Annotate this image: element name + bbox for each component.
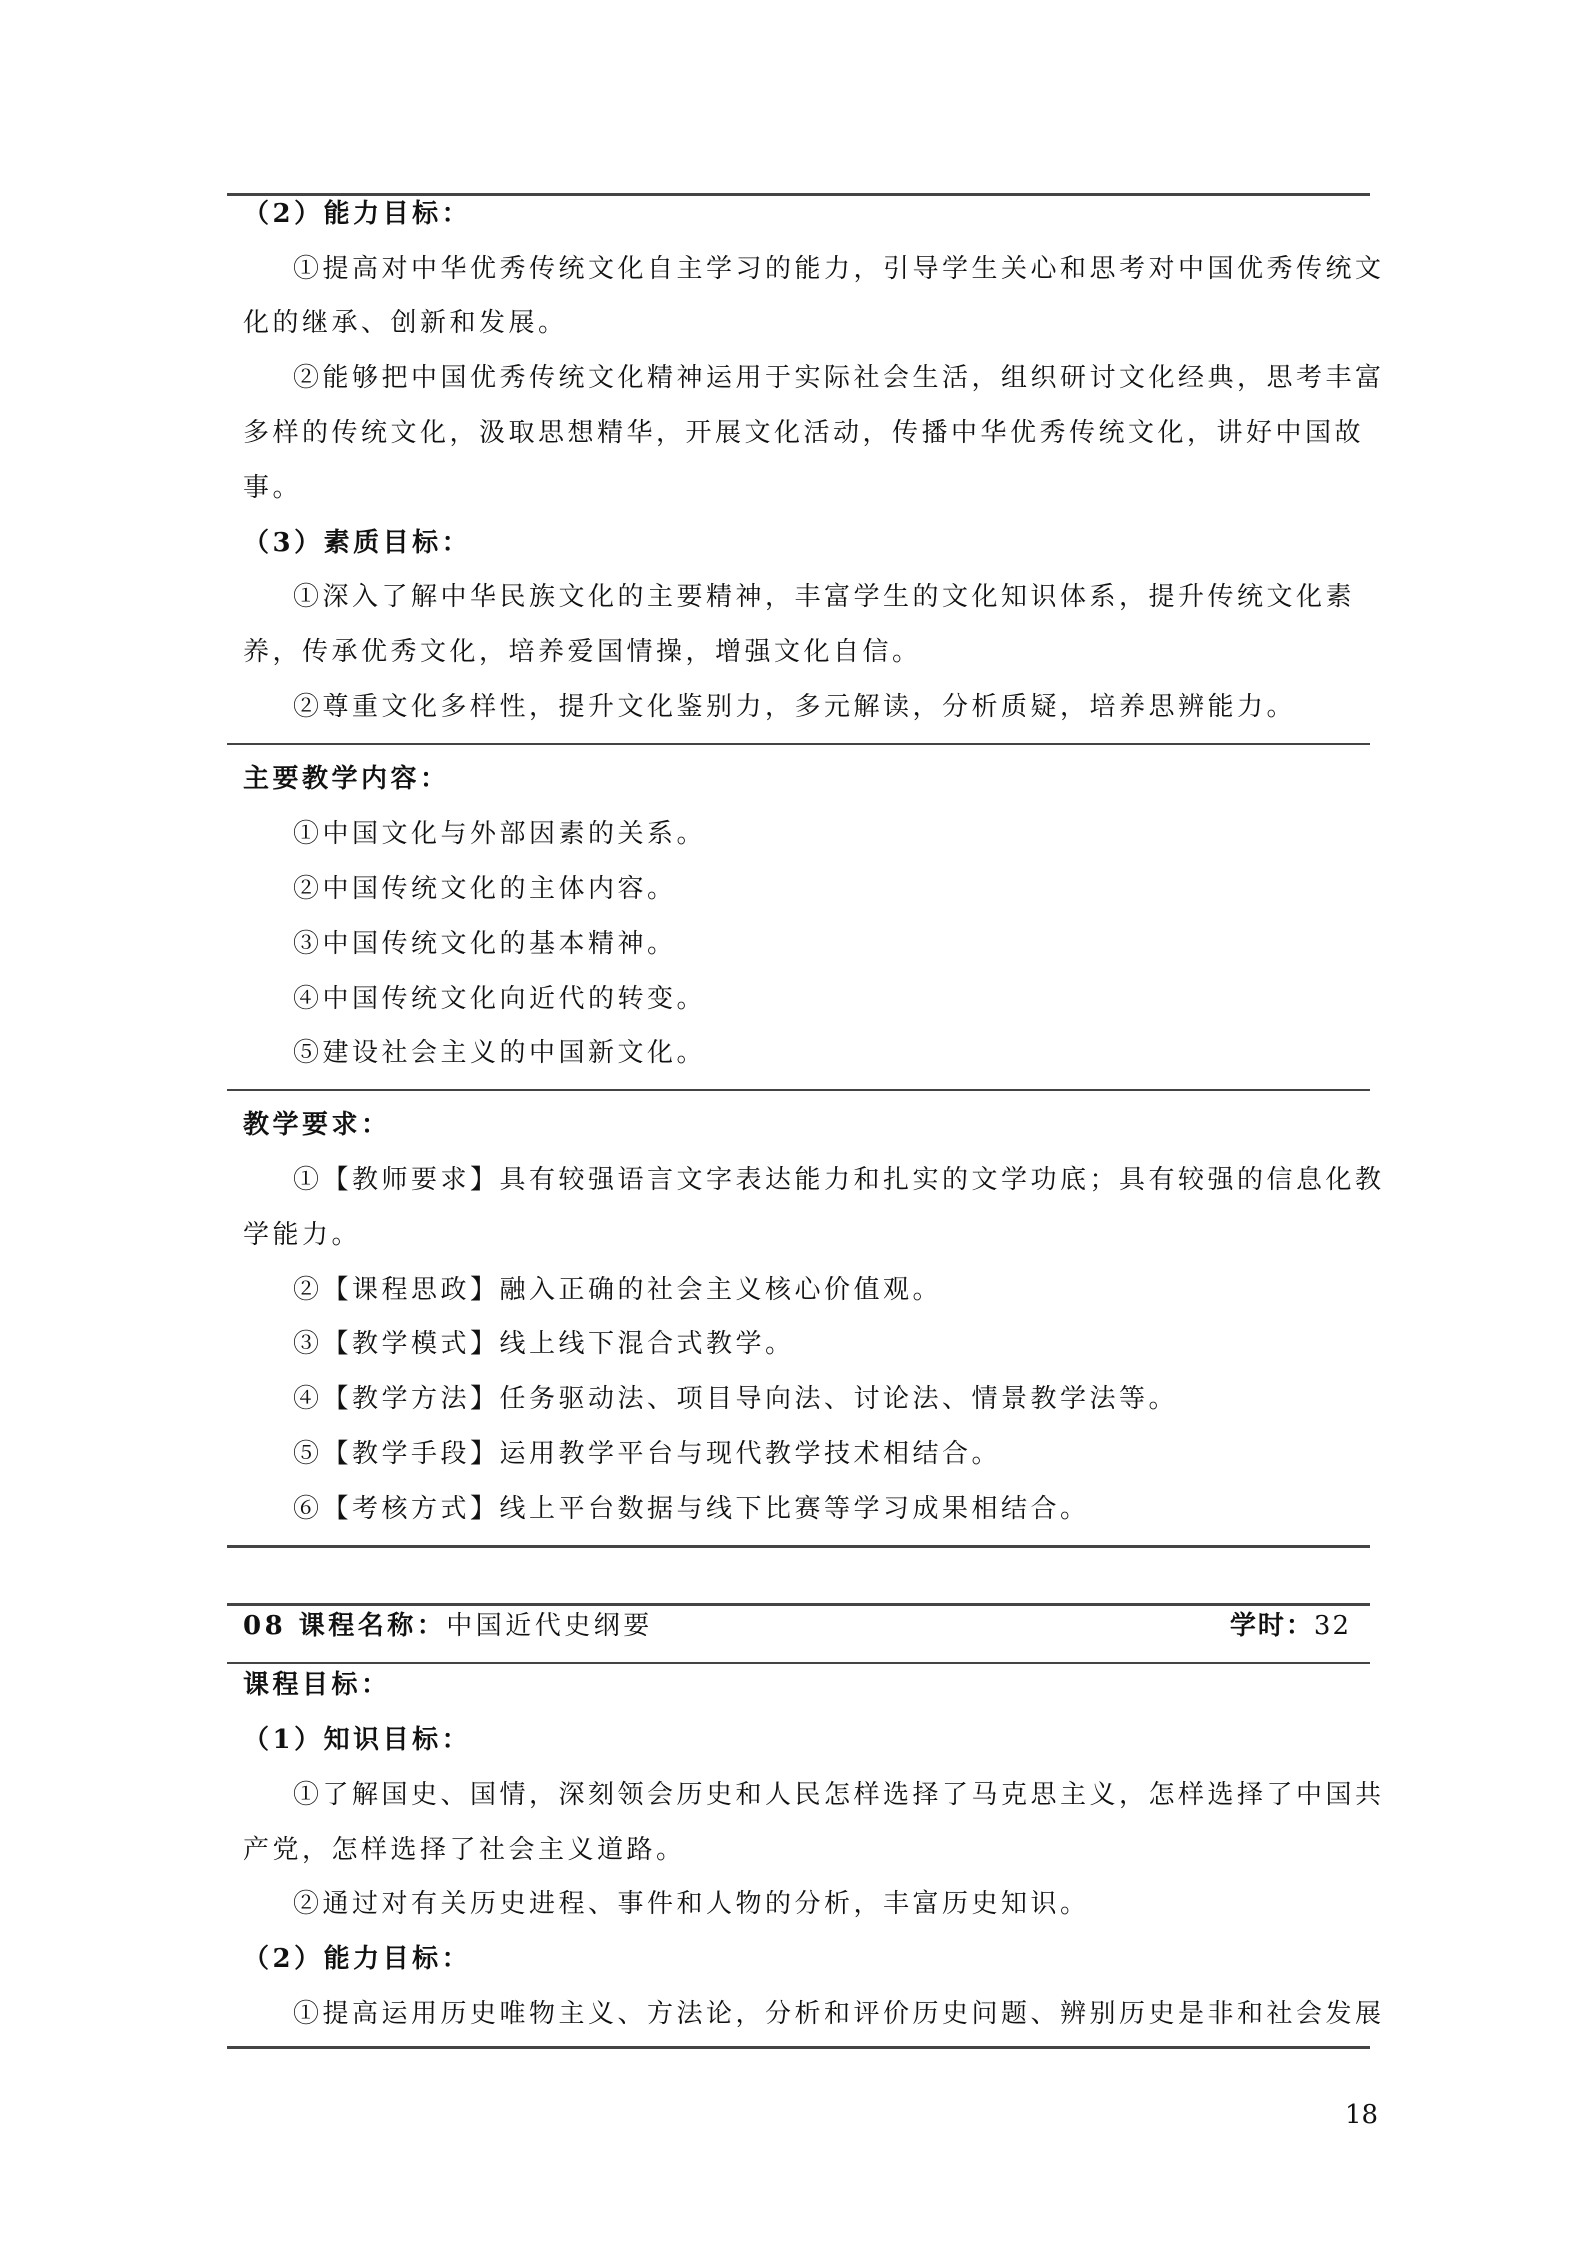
course-objectives-heading: 课程目标： — [243, 1670, 391, 1700]
ability-item-1-line-1: ①提高对中华优秀传统文化自主学习的能力，引导学生关心和思考对中国优秀传统文 — [293, 254, 1385, 284]
top-rule — [227, 193, 1370, 196]
requirements-heading: 教学要求： — [243, 1110, 391, 1140]
requirement-item-6: ⑥【考核方式】线上平台数据与线下比赛等学习成果相结合。 — [293, 1494, 1090, 1524]
course-08-title-divider — [227, 1662, 1370, 1664]
content-item-2: ②中国传统文化的主体内容。 — [293, 874, 677, 904]
quality-objectives-heading: （3）素质目标： — [243, 528, 472, 558]
requirement-item-1-line-2: 学能力。 — [243, 1220, 362, 1250]
course-hours — [1230, 1609, 1351, 1643]
bottom-rule — [227, 2046, 1370, 2049]
quality-item-1-line-1: ①深入了解中华民族文化的主要精神，丰富学生的文化知识体系，提升传统文化素 — [293, 582, 1356, 612]
ability-objectives-heading: （2）能力目标： — [243, 199, 472, 229]
knowledge-item-1-line-1: ①了解国史、国情，深刻领会历史和人民怎样选择了马克思主义，怎样选择了中国共 — [293, 1780, 1385, 1810]
ability-item-2-line-3: 事。 — [243, 473, 303, 503]
content-item-1: ①中国文化与外部因素的关系。 — [293, 819, 707, 849]
ability-08-item-1-line-1: ①提高运用历史唯物主义、方法论，分析和评价历史问题、辨别历史是非和社会发展 — [293, 1999, 1385, 2029]
ability-objectives-heading-08: （2）能力目标： — [243, 1944, 472, 1974]
page-number: 18 — [1345, 2100, 1379, 2130]
course-08-title-row — [243, 1609, 653, 1643]
requirement-item-4: ④【教学方法】任务驱动法、项目导向法、讨论法、情景教学法等。 — [293, 1384, 1179, 1414]
ability-item-2-line-2: 多样的传统文化，汲取思想精华，开展文化活动，传播中华优秀传统文化，讲好中国故 — [243, 418, 1365, 448]
requirement-item-5: ⑤【教学手段】运用教学平台与现代教学技术相结合。 — [293, 1439, 1002, 1469]
section-divider — [227, 743, 1370, 745]
table-bottom-rule — [227, 1545, 1370, 1548]
content-item-3: ③中国传统文化的基本精神。 — [293, 929, 677, 959]
ability-item-2-line-1: ②能够把中国优秀传统文化精神运用于实际社会生活，组织研讨文化经典，思考丰富 — [293, 363, 1385, 393]
knowledge-item-1-line-2: 产党，怎样选择了社会主义道路。 — [243, 1835, 686, 1865]
requirement-item-3: ③【教学模式】线上线下混合式教学。 — [293, 1329, 795, 1359]
knowledge-item-2: ②通过对有关历史进程、事件和人物的分析，丰富历史知识。 — [293, 1889, 1090, 1919]
course-08-top-rule — [227, 1603, 1370, 1606]
requirement-item-1-line-1: ①【教师要求】具有较强语言文字表达能力和扎实的文学功底；具有较强的信息化教 — [293, 1165, 1385, 1195]
hours-value: 32 — [1313, 1611, 1351, 1641]
course-name-value: 中国近代史纲要 — [446, 1611, 653, 1641]
main-content-heading: 主要教学内容： — [243, 764, 450, 794]
knowledge-objectives-heading: （1）知识目标： — [243, 1725, 472, 1755]
course-name-label: 08 课程名称： — [243, 1611, 447, 1641]
content-item-5: ⑤建设社会主义的中国新文化。 — [293, 1038, 707, 1068]
ability-item-1-line-2: 化的继承、创新和发展。 — [243, 308, 568, 338]
requirement-item-2: ②【课程思政】融入正确的社会主义核心价值观。 — [293, 1275, 943, 1305]
quality-item-1-line-2: 养，传承优秀文化，培养爱国情操，增强文化自信。 — [243, 637, 922, 667]
content-item-4: ④中国传统文化向近代的转变。 — [293, 984, 707, 1014]
section-divider — [227, 1089, 1370, 1091]
hours-label: 学时： — [1229, 1611, 1314, 1641]
quality-item-2: ②尊重文化多样性，提升文化鉴别力，多元解读，分析质疑，培养思辨能力。 — [293, 692, 1297, 722]
